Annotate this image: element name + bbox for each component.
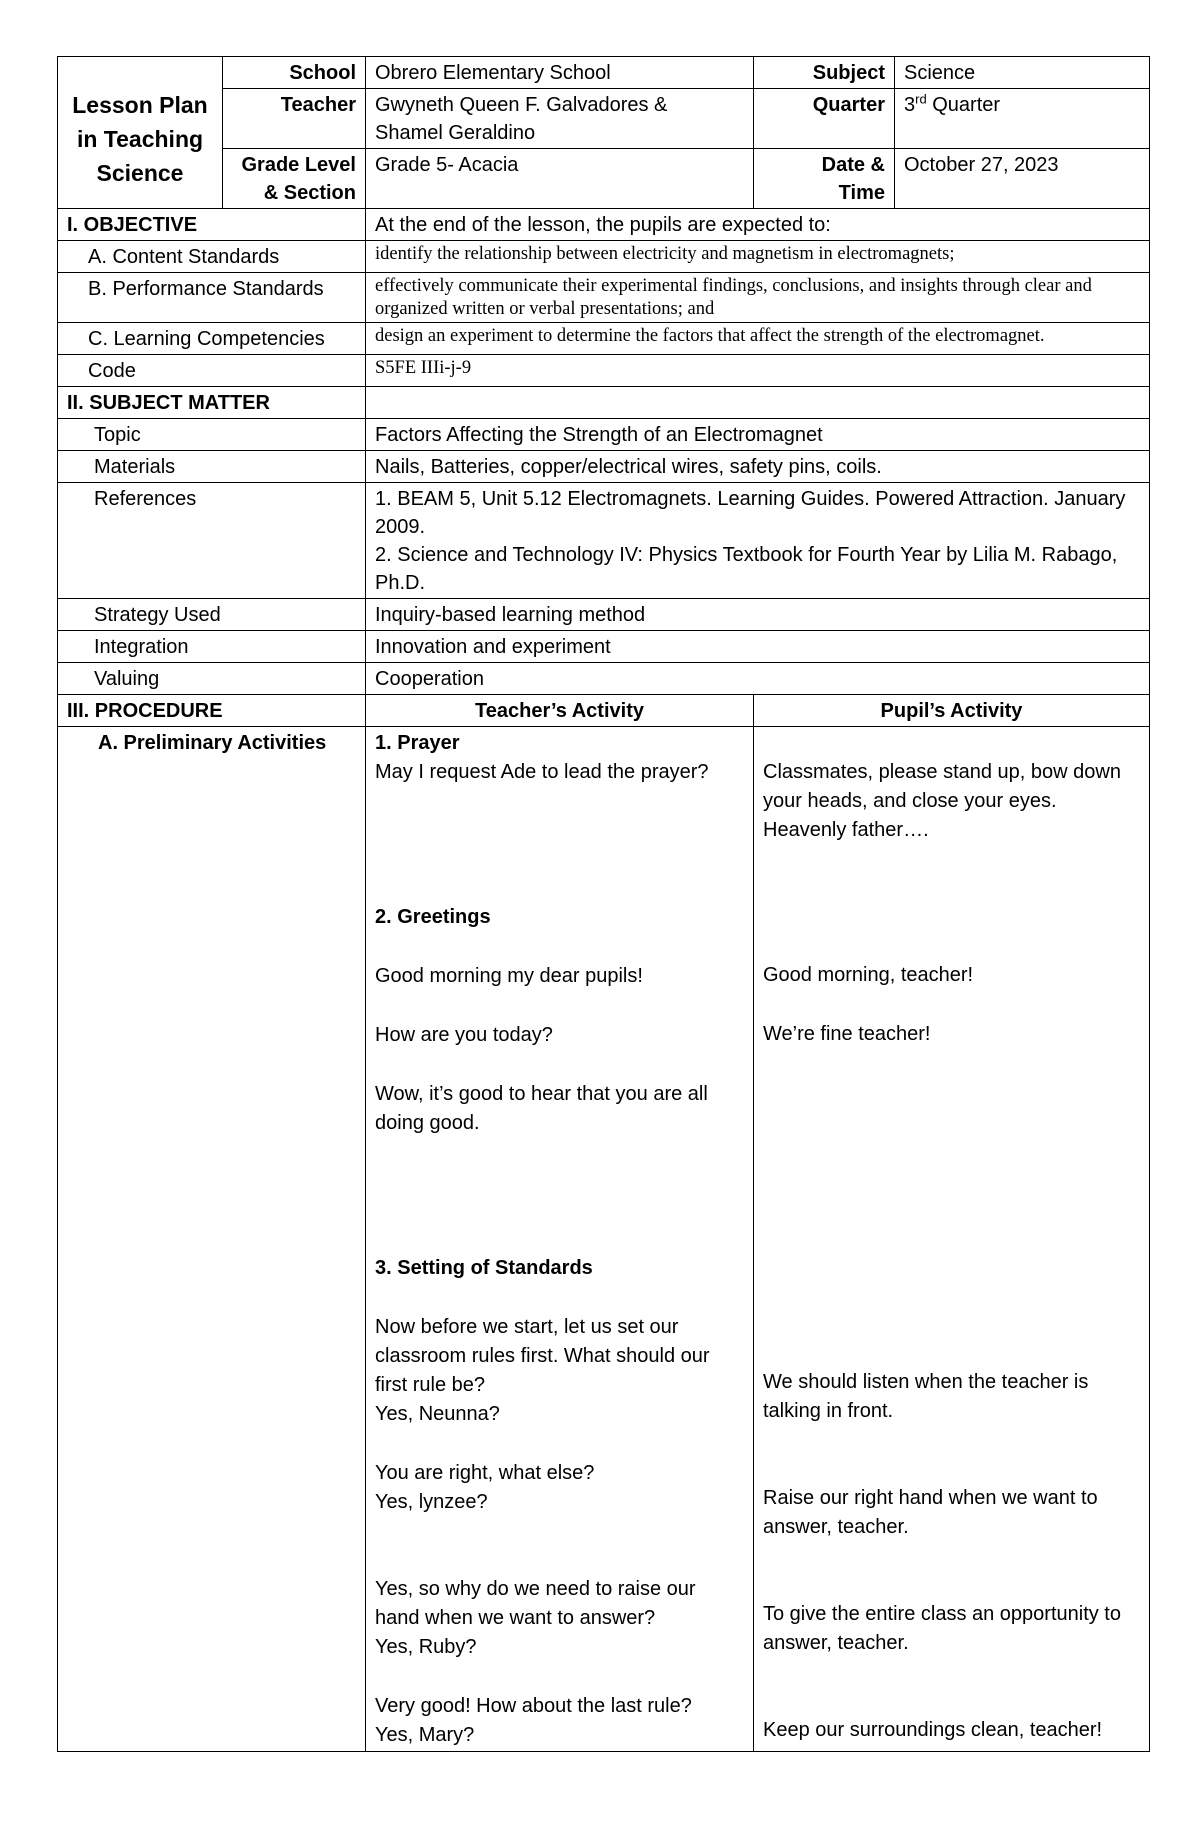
content-standards-label: A. Content Standards [58, 241, 366, 273]
standards-pupil-line: Raise our right hand when we want to answer, teacher. [763, 1487, 1098, 1538]
greetings-heading: 2. Greetings [375, 906, 491, 928]
standards-teacher-line: Very good! How about the last rule? [375, 1695, 692, 1717]
subject-matter-heading: II. SUBJECT MATTER [58, 387, 366, 419]
valuing-row [58, 663, 1150, 695]
teacher-activity-cell [366, 727, 754, 1752]
preliminary-activities-label: A. Preliminary Activities [58, 727, 366, 1752]
prayer-heading: 1. Prayer [375, 732, 460, 754]
standards-pupil-line: We should listen when the teacher is talking in front. [763, 1371, 1089, 1422]
preliminary-activities-row [58, 727, 1150, 1752]
valuing-label: Valuing [58, 663, 366, 695]
teacher-activity-header: Teacher’s Activity [366, 695, 754, 727]
greet-teacher-line: How are you today? [375, 1024, 553, 1046]
quarter-value: 3rd Quarter [895, 89, 1150, 149]
standards-teacher-line: Now before we start, let us set our classroom rules first. What should our first rule be? [375, 1316, 710, 1396]
references-label: References [58, 483, 366, 599]
integration-value: Innovation and experiment [366, 631, 1150, 663]
standards-heading: 3. Setting of Standards [375, 1257, 593, 1279]
performance-standards-value: effectively communicate their experimental findings, conclusions, and insights through clear and organized written or verbal presentations; and [366, 273, 1150, 323]
code-row [58, 355, 1150, 387]
lesson-plan-table [57, 56, 1150, 1752]
subject-matter-row [58, 387, 1150, 419]
date-time-label: Date & Time [754, 149, 895, 209]
subject-matter-empty [366, 387, 1150, 419]
school-value: Obrero Elementary School [366, 57, 754, 89]
valuing-value: Cooperation [366, 663, 1150, 695]
integration-label: Integration [58, 631, 366, 663]
references-row [58, 483, 1150, 599]
learning-competencies-value: design an experiment to determine the factors that affect the strength of the electromagnet. [366, 323, 1150, 355]
standards-teacher-line: Yes, lynzee? [375, 1491, 488, 1513]
reference-item: 2. Science and Technology IV: Physics Textbook for Fourth Year by Lilia M. Rabago, Ph.D. [375, 544, 1118, 594]
strategy-value: Inquiry-based learning method [366, 599, 1150, 631]
teacher-value: Gwyneth Queen F. Galvadores & Shamel Geraldino [366, 89, 754, 149]
objective-intro: At the end of the lesson, the pupils are expected to: [366, 209, 1150, 241]
school-label: School [223, 57, 366, 89]
lesson-plan-title: Lesson Plan in Teaching Science [58, 57, 223, 209]
pupil-activity-cell [754, 727, 1150, 1752]
procedure-heading: III. PROCEDURE [58, 695, 366, 727]
references-value [366, 483, 1150, 599]
materials-label: Materials [58, 451, 366, 483]
prayer-pupil-line: Classmates, please stand up, bow down your heads, and close your eyes. Heavenly father…. [763, 761, 1121, 841]
subject-label: Subject [754, 57, 895, 89]
standards-teacher-line: Yes, Neunna? [375, 1403, 500, 1425]
content-standards-value: identify the relationship between electricity and magnetism in electromagnets; [366, 241, 1150, 273]
standards-teacher-line: Yes, so why do we need to raise our hand when we want to answer? [375, 1578, 696, 1629]
integration-row [58, 631, 1150, 663]
learning-competencies-row [58, 323, 1150, 355]
learning-competencies-label: C. Learning Competencies [58, 323, 366, 355]
strategy-label: Strategy Used [58, 599, 366, 631]
topic-value: Factors Affecting the Strength of an Electromagnet [366, 419, 1150, 451]
objective-heading: I. OBJECTIVE [58, 209, 366, 241]
date-time-value: October 27, 2023 [895, 149, 1150, 209]
greet-pupil-line: We’re fine teacher! [763, 1023, 931, 1045]
materials-value: Nails, Batteries, copper/electrical wires, safety pins, coils. [366, 451, 1150, 483]
topic-label: Topic [58, 419, 366, 451]
code-label: Code [58, 355, 366, 387]
standards-teacher-line: You are right, what else? [375, 1462, 595, 1484]
materials-row [58, 451, 1150, 483]
performance-standards-row [58, 273, 1150, 323]
standards-teacher-line: Yes, Mary? [375, 1724, 475, 1746]
grade-level-label: Grade Level & Section [223, 149, 366, 209]
objective-row [58, 209, 1150, 241]
greet-teacher-line: Wow, it’s good to hear that you are all doing good. [375, 1083, 708, 1134]
prayer-teacher-line: May I request Ade to lead the prayer? [375, 761, 709, 783]
lesson-plan-page [57, 56, 1149, 1752]
greet-teacher-line: Good morning my dear pupils! [375, 965, 643, 987]
header-row-school [58, 57, 1150, 89]
standards-pupil-line: To give the entire class an opportunity to answer, teacher. [763, 1603, 1121, 1654]
quarter-label: Quarter [754, 89, 895, 149]
performance-standards-label: B. Performance Standards [58, 273, 366, 323]
strategy-row [58, 599, 1150, 631]
reference-item: 1. BEAM 5, Unit 5.12 Electromagnets. Learning Guides. Powered Attraction. January 2009. [375, 488, 1126, 538]
subject-value: Science [895, 57, 1150, 89]
greet-pupil-line: Good morning, teacher! [763, 964, 974, 986]
code-value: S5FE IIIi-j-9 [366, 355, 1150, 387]
procedure-header-row [58, 695, 1150, 727]
content-standards-row [58, 241, 1150, 273]
teacher-label: Teacher [223, 89, 366, 149]
topic-row [58, 419, 1150, 451]
grade-level-value: Grade 5- Acacia [366, 149, 754, 209]
standards-pupil-line: Keep our surroundings clean, teacher! [763, 1719, 1103, 1741]
standards-teacher-line: Yes, Ruby? [375, 1636, 477, 1658]
pupil-activity-header: Pupil’s Activity [754, 695, 1150, 727]
